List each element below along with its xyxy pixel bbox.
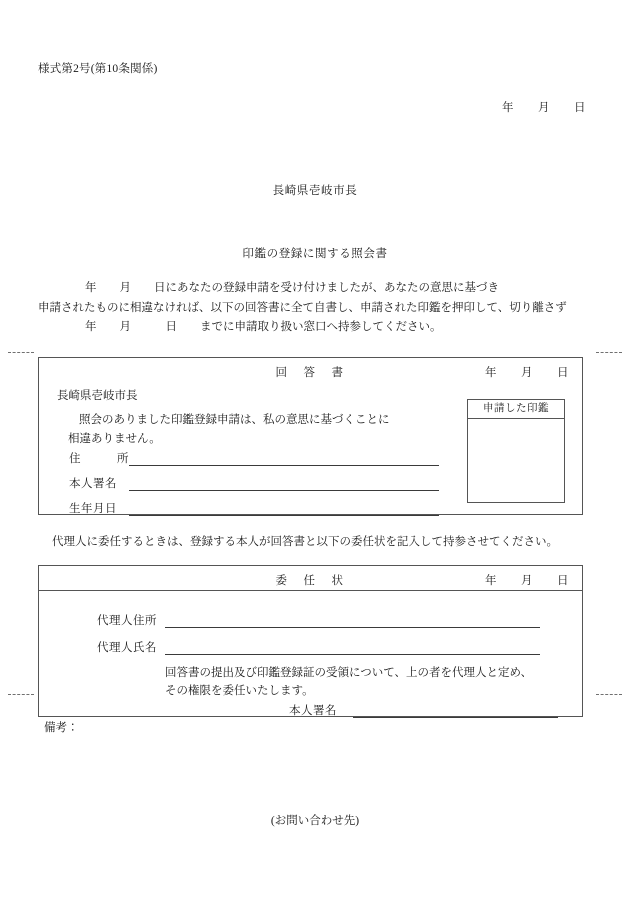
signature-field-label: 本人署名 bbox=[69, 478, 117, 490]
address-field-label: 住 所 bbox=[69, 453, 129, 465]
answer-form-header bbox=[39, 358, 582, 382]
proxy-statement bbox=[165, 664, 532, 700]
answer-statement-line-2: 相違ありません。 bbox=[68, 433, 161, 445]
intro-paragraph bbox=[38, 279, 592, 338]
intro-line-3: 年 月 日 までに申請取り扱い窓口へ持参してください。 bbox=[85, 321, 442, 333]
intro-line-2: 申請されたものに相違なければ、以下の回答書に全て自書し、申請された印鑑を押印して、切り離さず bbox=[38, 301, 567, 314]
answer-form-title: 回 答 書 bbox=[275, 367, 346, 379]
birthdate-input[interactable] bbox=[129, 503, 439, 516]
header-date-field[interactable]: 年 月 日 bbox=[502, 102, 586, 114]
contact-footer: (お問い合わせ先) bbox=[270, 815, 360, 827]
proxy-name-field-label: 代理人氏名 bbox=[97, 642, 157, 654]
proxy-form-box bbox=[38, 565, 583, 717]
proxy-address-input[interactable] bbox=[165, 615, 540, 628]
proxy-address-field-label: 代理人住所 bbox=[97, 615, 157, 627]
answer-form-box bbox=[38, 357, 583, 515]
answer-statement-line-1: 照会のありました印鑑登録申請は、私の意思に基づくことに bbox=[79, 414, 390, 426]
proxy-header-divider bbox=[39, 590, 582, 591]
remarks-label: 備考： bbox=[44, 722, 79, 734]
signature-input[interactable] bbox=[129, 478, 439, 491]
address-field-row bbox=[69, 450, 439, 466]
birthdate-field-row bbox=[69, 500, 439, 516]
cut-mark-left-bottom bbox=[8, 694, 34, 695]
page-title: 印鑑の登録に関する照会書 bbox=[242, 248, 388, 260]
address-input[interactable] bbox=[129, 453, 439, 466]
answer-form-statement bbox=[57, 411, 390, 449]
seal-stamp-box bbox=[467, 399, 565, 503]
birthdate-field-label: 生年月日 bbox=[69, 503, 117, 515]
cut-mark-right-bottom bbox=[596, 694, 622, 695]
signature-field-row bbox=[69, 475, 439, 491]
proxy-name-field-row bbox=[97, 639, 540, 655]
seal-box-label: 申請した印鑑 bbox=[468, 400, 564, 419]
intro-line-1: 年 月 日にあなたの登録申請を受け付けましたが、あなたの意思に基づき bbox=[85, 282, 499, 294]
proxy-instruction-note: 代理人に委任するときは、登録する本人が回答書と以下の委任状を記入して持参させてください。 bbox=[52, 536, 558, 548]
proxy-owner-signature-input[interactable] bbox=[353, 705, 558, 718]
proxy-statement-line-1: 回答書の提出及び印鑑登録証の受領について、上の者を代理人と定め、 bbox=[165, 667, 533, 679]
proxy-owner-signature-label: 本人署名 bbox=[289, 705, 337, 717]
cut-mark-right-top bbox=[596, 352, 622, 353]
form-number: 様式第2号(第10条関係) bbox=[38, 63, 158, 75]
answer-form-date-field[interactable]: 年 月 日 bbox=[485, 367, 569, 379]
proxy-address-field-row bbox=[97, 612, 540, 628]
cut-mark-left-top bbox=[8, 352, 34, 353]
proxy-name-input[interactable] bbox=[165, 642, 540, 655]
proxy-form-header bbox=[39, 566, 582, 590]
seal-stamp-area[interactable] bbox=[468, 419, 564, 503]
proxy-form-date-field[interactable]: 年 月 日 bbox=[485, 575, 569, 587]
proxy-statement-line-2: その権限を委任いたします。 bbox=[165, 685, 314, 697]
proxy-form-title: 委 任 状 bbox=[275, 575, 346, 587]
addressee-line: 長崎県壱岐市長 bbox=[272, 185, 358, 197]
proxy-owner-signature-row bbox=[289, 702, 558, 718]
answer-form-addressee: 長崎県壱岐市長 bbox=[57, 390, 138, 402]
